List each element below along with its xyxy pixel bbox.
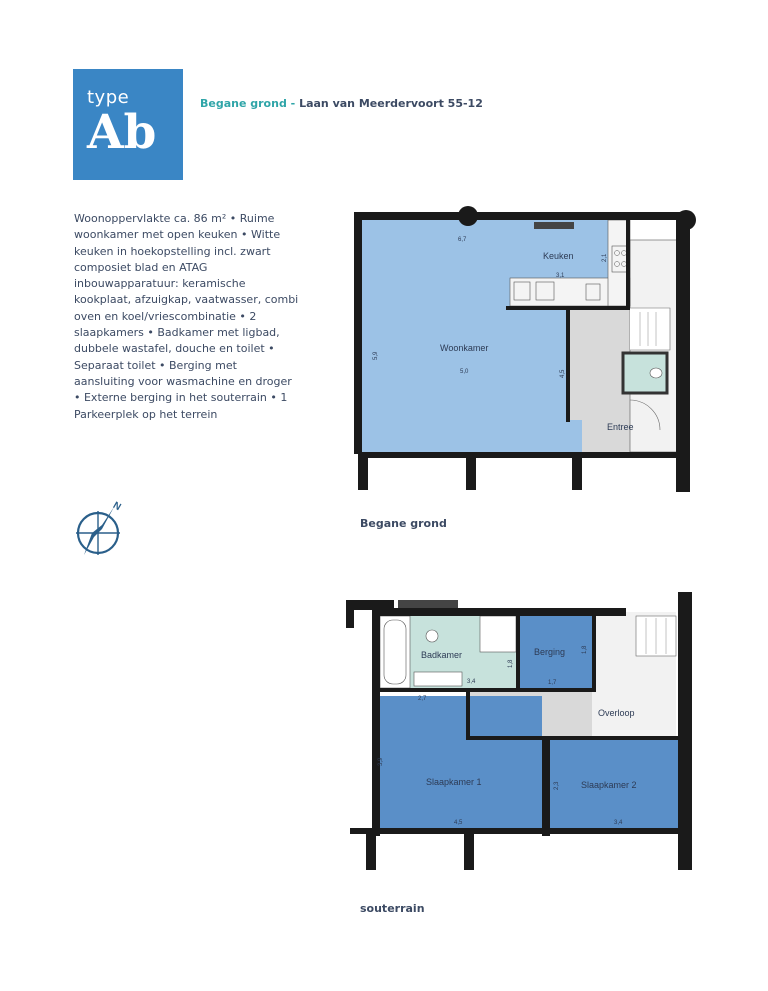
- room-badkamer: Badkamer: [421, 650, 463, 660]
- room-slaapkamer-2: Slaapkamer 2: [581, 780, 637, 790]
- header-separator: -: [286, 97, 300, 110]
- dim-sk1-width: 4,5: [454, 820, 463, 826]
- ground-floor-label: Begane grond: [360, 517, 447, 530]
- dim-sk1-height: 3,9: [378, 757, 384, 766]
- dim-top-width: 6,7: [458, 237, 467, 243]
- page-header: [200, 97, 483, 110]
- dim-keuken-depth: 2,1: [602, 253, 608, 262]
- compass-icon: [70, 495, 130, 560]
- dim-woon-width: 5,0: [460, 369, 469, 375]
- description-text: Woonoppervlakte ca. 86 m² • Ruime woonkamer met open keuken • Witte keuken in hoekopstelling incl. zwart composiet blad en ATAG inbouwapparatuur: keramische kookplaat, afzuigkap, vaatwasser, combi oven en koel/vriescombinatie • 2 slaapkamers • Badkamer met ligbad, dubbele wastafel, douche en toilet • Separaat toilet • Berging met aansluiting voor wasmachine en droger • Externe berging in het souterrain • 1 Parkeerplek op het terrein: [74, 212, 299, 421]
- dim-bad-depth: 1,8: [508, 659, 514, 668]
- room-berging: Berging: [534, 647, 566, 657]
- room-overloop: Overloop: [598, 708, 635, 718]
- header-floor: Begane grond: [200, 97, 287, 110]
- dim-bad-width: 2,7: [418, 696, 427, 702]
- compass-north-letter: N: [110, 500, 123, 514]
- room-slaapkamer-1: Slaapkamer 1: [426, 777, 482, 787]
- dim-keuken-width: 3,1: [556, 273, 565, 279]
- dim-berging-depth: 1,8: [582, 645, 588, 654]
- basement-label: souterrain: [360, 902, 425, 915]
- ground-floor-plan: [340, 200, 700, 500]
- dim-sk2-width: 3,4: [614, 820, 623, 826]
- room-entree: Entree: [607, 422, 634, 432]
- type-badge: [73, 69, 183, 180]
- dim-woon-inner: 4,5: [560, 369, 566, 378]
- header-address: Laan van Meerdervoort 55-12: [299, 97, 483, 110]
- type-word: type: [87, 87, 130, 108]
- room-woonkamer: Woonkamer: [440, 343, 489, 353]
- dim-bad-inner: 3,4: [467, 679, 476, 685]
- room-keuken: Keuken: [543, 251, 574, 261]
- dim-sk2-height: 2,3: [554, 781, 560, 790]
- basement-plan: [340, 588, 700, 888]
- dim-berging-width: 1,7: [548, 680, 557, 686]
- type-code: Ab: [87, 105, 157, 160]
- dim-woon-height: 5,9: [373, 351, 379, 360]
